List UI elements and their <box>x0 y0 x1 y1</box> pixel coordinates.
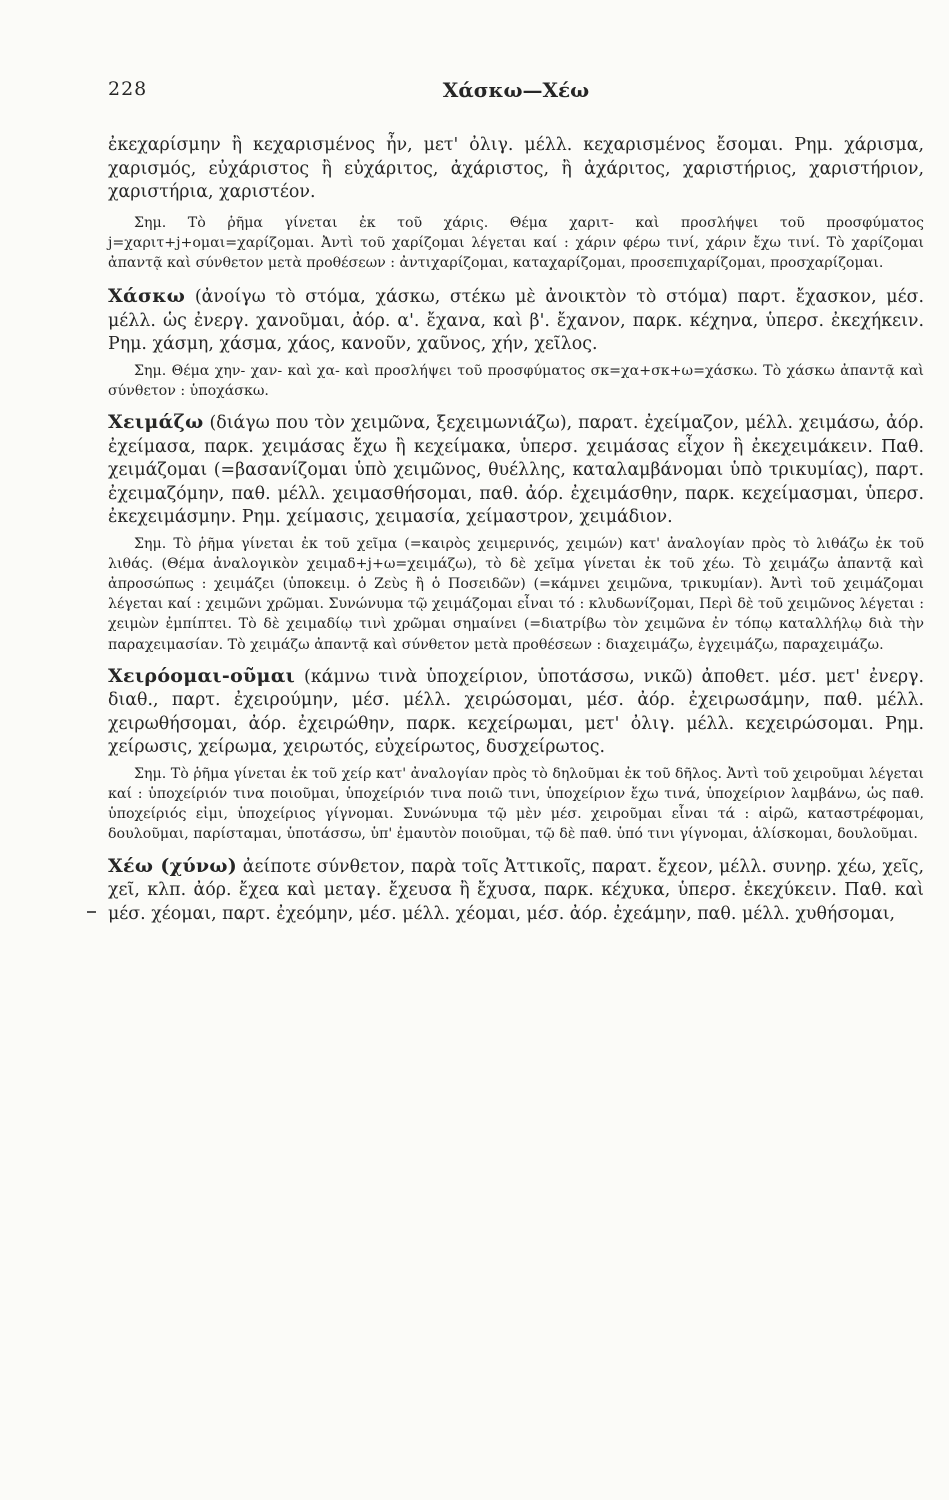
entry-cheimazo <box>108 411 924 655</box>
entry-text: (διάγω που τὸν χειμῶνα, ξεχειμωνιάζω), παρατ. ἐχείμαζον, μέλλ. χειμάσω, ἀόρ. ἐχείμασα, παρκ. χειμάσας ἔχω ἢ κεχείμακα, ὑπερσ. χειμάσας εἶχον ἢ ἐκεχειμάκειν. Παθ. χειμάζομαι (=βασανίζομαι ὑπὸ χειμῶνος, θυέλλης, καταλαμβάνομαι ὑπὸ τρικυμίας), παρτ. ἐχειμαζόμην, παθ. μέλλ. χειμασθήσομαι, παθ. ἀόρ. ἐχειμάσθην, παρκ. κεχείμασμαι, ὑπερσ. ἐκεχειμάσμην. Ρημ. χείμασις, χειμασία, χείμαστρον, χειμάδιον. <box>108 413 924 528</box>
page-number: 228 <box>108 78 148 100</box>
entry-lemma: Χειμάζω <box>108 411 204 434</box>
continuation-note: Σημ. Τὸ ῥῆμα γίνεται ἐκ τοῦ χάρις. Θέμα χαριτ- καὶ προσλήψει τοῦ προσφύματος j=χαριτ+j+ομαι=χαρίζομαι. Ἀντὶ τοῦ χαρίζομαι λέγεται καί : χάριν φέρω τινί, χάριν ἔχω τινί. Τὸ χαρίζομαι ἀπαντᾷ καὶ σύνθετον μετὰ προθέσεων : ἀντιχαρίζομαι, καταχαρίζομαι, προσεπιχαρίζομαι, προσχαρίζομαι. <box>108 214 924 271</box>
entry-text: ἀείποτε σύνθετον, παρὰ τοῖς Ἀττικοῖς, παρατ. ἔχεον, μέλλ. συνηρ. χέω, χεῖς, χεῖ, κλπ. ἀόρ. ἔχεα καὶ μεταγ. ἔχευσα ἢ ἔχυσα, παρκ. κέχυκα, ὑπερσ. ἐκεχύκειν. Παθ. καὶ μέσ. χέομαι, παρτ. ἐχεόμην, μέσ. μέλλ. χέομαι, μέσ. ἀόρ. ἐχεάμην, παθ. μέλλ. χυθήσομαι, <box>108 856 925 924</box>
entry-lemma: Χάσκω <box>108 285 186 308</box>
entry-note: Σημ. Θέμα χην- χαν- καὶ χα- καὶ προσλήψει τοῦ προσφύματος σκ=χα+σκ+ω=χάσκω. Τὸ χάσκω ἀπαντᾷ καὶ σύνθετον : ὑποχάσκω. <box>108 362 924 399</box>
entry-cheiroomai <box>108 665 924 845</box>
entry-text: (κάμνω τινὰ ὑποχείριον, ὑποτάσσω, νικῶ) ἀποθετ. μέσ. μετ' ἐνεργ. διαθ., παρτ. ἐχειρούμην, μέσ. μέλλ. χειρώσομαι, μέσ. ἀόρ. ἐχειρωσάμην, παθ. μέλλ. χειρωθήσομαι, ἀόρ. ἐχειρώθην, παρκ. κεχείρωμαι, μετ' ὀλιγ. μέλλ. κεχειρώσομαι. Ρημ. χείρωσις, χείρωμα, χειρωτός, εὐχείρωτος, δυσχείρωτος. <box>108 666 925 758</box>
entry-paragraph <box>108 285 924 357</box>
entry-paragraph <box>108 411 924 530</box>
running-head: Χάσκω—Χέω <box>442 78 590 102</box>
entry-text: (ἀνοίγω τὸ στόμα, χάσκω, στέκω μὲ ἀνοικτὸν τὸ στόμα) παρτ. ἔχασκον, μέσ. μέλλ. ὡς ἐνεργ. χανοῦμαι, ἀόρ. α'. ἔχανα, καὶ β'. ἔχανον, παρκ. κέχηνα, ὑπερσ. ἐκεχήκειν. Ρημ. χάσμη, χάσμα, χάος, κανοῦν, χαῦνος, χήν, χεῖλος. <box>108 287 924 355</box>
page-body <box>108 134 924 926</box>
margin-mark <box>87 911 96 913</box>
entry-note: Σημ. Τὸ ῥῆμα γίνεται ἐκ τοῦ χείρ κατ' ἀναλογίαν πρὸς τὸ δηλοῦμαι ἐκ τοῦ δῆλος. Ἀντὶ τοῦ χειροῦμαι λέγεται καί : ὑποχείριόν τινα ποιοῦμαι, ὑποχείριόν τινα ποιῶ τινι, ὑποχείριον ἔχω τινά, ὑποχείριον λαμβάνω, ὡς παθ. ὑποχείριός εἰμι, ὑποχείριος γίγνομαι. Συνώνυμα τῷ μὲν μέσ. χειροῦμαι εἶναι τά : αἱρῶ, καταστρέφομαι, δουλοῦμαι, παρίσταμαι, ὑποτάσσω, ὑπ' ἐμαυτὸν ποιοῦμαι, τῷ δὲ παθ. ὑπό τινι γίγνομαι, ἁλίσκομαι, δουλοῦμαι. <box>108 765 924 843</box>
entry-cheo <box>108 855 924 927</box>
entry-lemma: Χειρόομαι-οῦμαι <box>108 664 296 687</box>
entry-paragraph <box>108 855 924 927</box>
entry-lemma: Χέω (χύνω) <box>108 854 238 877</box>
entry-chasko <box>108 285 924 401</box>
entry-paragraph <box>108 665 924 760</box>
entry-note: Σημ. Τὸ ῥῆμα γίνεται ἐκ τοῦ χεῖμα (=καιρὸς χειμερινός, χειμών) κατ' ἀναλογίαν πρὸς τὸ λιθάζω ἐκ τοῦ λιθάς. (Θέμα ἀναλογικὸν χειμαδ+j+ω=χειμάζω), τὸ δὲ χεῖμα γίνεται ἐκ τοῦ χέω. Τὸ χειμάζω ἀπαντᾷ καὶ ἀπροσώπως : χειμάζει (ὑποκειμ. ὁ Ζεὺς ἢ ὁ Ποσειδῶν) (=κάμνει χειμῶνα, τρικυμίαν). Ἀντὶ τοῦ χειμάζομαι λέγεται καί : χειμῶνι χρῶμαι. Συνώνυμα τῷ χειμάζομαι εἶναι τό : κλυδωνίζομαι, Περὶ δὲ τοῦ χειμῶνος λέγεται : χειμὼν ἐμπίπτει. Τὸ δὲ χειμαδίῳ τινὶ χρῶμαι σημαίνει (=διατρίβω τὸν χειμῶνα ἐν τόπῳ καταλλήλῳ διὰ τὴν παραχειμασίαν. Τὸ χειμάζω ἀπαντᾷ καὶ σύνθετον μετὰ προθέσεων : διαχειμάζω, ἐγχειμάζω, παραχειμάζω. <box>108 535 924 653</box>
page-header <box>108 78 924 108</box>
continuation-paragraph: ἐκεχαρίσμην ἢ κεχαρισμένος ἦν, μετ' ὀλιγ. μέλλ. κεχαρισμένος ἔσομαι. Ρημ. χάρισμα, χαρισμός, εὐχάριστος ἢ εὐχάριτος, ἀχάριστος, ἢ ἀχάριτος, χαριστήριος, χαριστήριον, χαριστήρια, χαριστέον. <box>108 135 924 202</box>
